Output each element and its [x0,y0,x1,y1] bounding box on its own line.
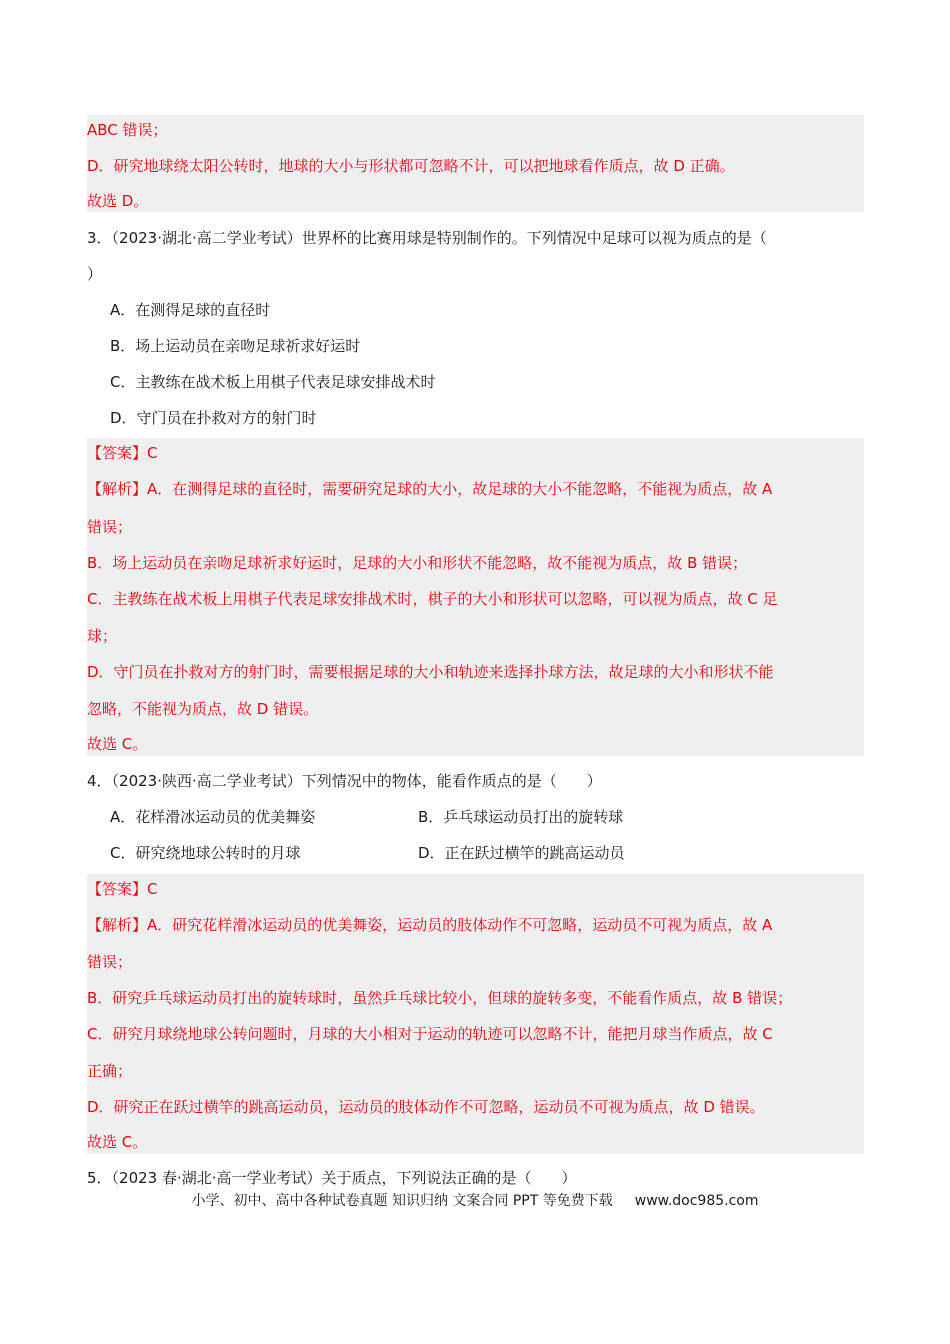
q3-stem: 3．（2023·湖北·高二学业考试）世界杯的比赛用球是特别制作的。下列情况中足球可以视为质点的是（ [87,229,767,247]
q3-option-b: B．场上运动员在亲吻足球祈求好运时 [110,337,361,355]
q4-option-a: A．花样滑冰运动员的优美舞姿 [110,808,316,826]
q3-option-c: C．主教练在战术板上用棋子代表足球安排战术时 [110,373,436,391]
q3-analysis-line: D．守门员在扑救对方的射门时，需要根据足球的大小和轨迹来选择扑球方法，故足球的大小和形状不能 [87,663,774,681]
q3-analysis-line: B．场上运动员在亲吻足球祈求好运时，足球的大小和形状不能忽略，故不能视为质点，故 B 错误； [87,554,748,572]
q4-analysis-line: C．研究月球绕地球公转问题时，月球的大小相对于运动的轨迹可以忽略不计，能把月球当作质点，故 C [87,1025,773,1043]
q3-analysis-line: 忽略，不能视为质点，故 D 错误。 [87,700,319,718]
q4-analysis-line: 【解析】A．研究花样滑冰运动员的优美舞姿，运动员的肢体动作不可忽略，运动员不可视为质点，故 A [87,916,773,934]
q4-option-c: C．研究绕地球公转时的月球 [110,844,301,862]
q3-stem-cont: ） [87,265,103,283]
prev-analysis-line: D．研究地球绕太阳公转时，地球的大小与形状都可忽略不计，可以把地球看作质点，故 D 正确。 [87,157,735,175]
q5-stem: 5．（2023 春·湖北·高一学业考试）关于质点，下列说法正确的是（ ） [87,1169,577,1187]
q4-option-b: B．乒乓球运动员打出的旋转球 [418,808,624,826]
q4-option-d: D．正在跃过横竿的跳高运动员 [418,844,625,862]
q4-analysis-line: 错误； [87,953,133,971]
q3-option-a: A．在测得足球的直径时 [110,301,271,319]
q3-option-d: D．守门员在扑救对方的射门时 [110,409,317,427]
prev-analysis-line: ABC 错误； [87,121,168,139]
q4-stem: 4．（2023·陕西·高二学业考试）下列情况中的物体，能看作质点的是（ ） [87,772,602,790]
q3-analysis-line: 【解析】A．在测得足球的直径时，需要研究足球的大小，故足球的大小不能忽略，不能视为质点，故 A [87,480,773,498]
q4-answer: 【答案】C [87,880,158,898]
prev-conclusion: 故选 D。 [87,192,149,210]
q4-analysis-line: D．研究正在跃过横竿的跳高运动员，运动员的肢体动作不可忽略，运动员不可视为质点，故 D 错误。 [87,1098,765,1116]
q4-analysis-line: 正确； [87,1062,133,1080]
q4-conclusion: 故选 C。 [87,1133,148,1151]
page-footer [0,1190,950,1210]
q3-answer: 【答案】C [87,444,158,462]
q3-analysis-line: 球； [87,627,118,645]
q3-analysis-line: C．主教练在战术板上用棋子代表足球安排战术时，棋子的大小和形状可以忽略，可以视为质点，故 C 足 [87,590,778,608]
footer-text: 小学、初中、高中各种试卷真题 知识归纳 文案合同 PPT 等免费下载 [191,1193,613,1209]
footer-site-link[interactable]: www.doc985.com [634,1193,759,1209]
q3-conclusion: 故选 C。 [87,735,148,753]
q4-analysis-line: B．研究乒乓球运动员打出的旋转球时，虽然乒乓球比较小，但球的旋转多变，不能看作质点，故 B 错误； [87,989,793,1007]
q3-analysis-line: 错误； [87,518,133,536]
